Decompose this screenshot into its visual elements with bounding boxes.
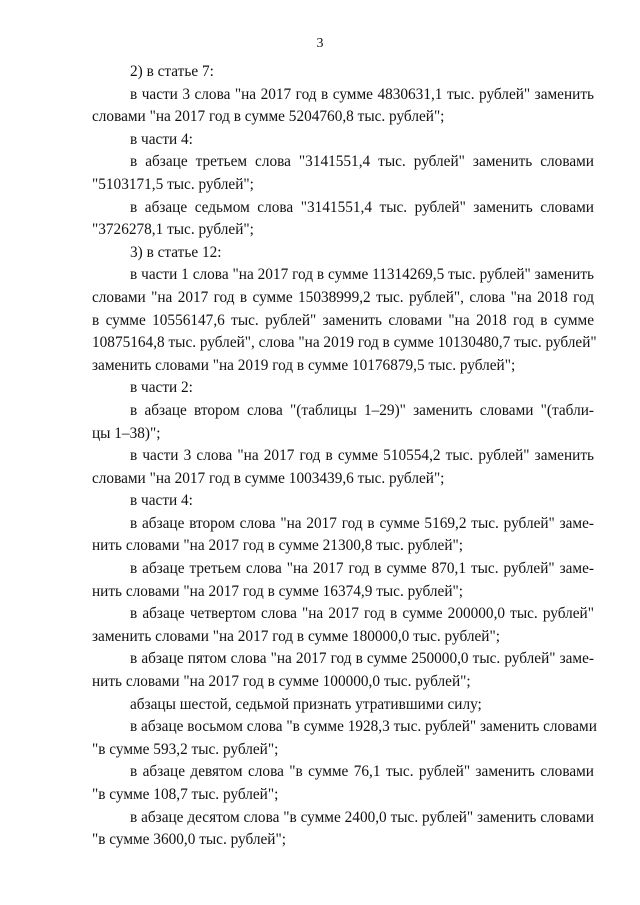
paragraph [92, 603, 594, 648]
paragraph [92, 61, 594, 84]
paragraph-line: цы 1–38)"; [92, 424, 161, 442]
paragraph [92, 445, 594, 490]
paragraph [92, 129, 594, 152]
paragraph-line: в абзаце десятом слова "в сумме 2400,0 тыс. рублей" заменить словами [130, 808, 594, 826]
paragraph-line: заменить словами "на 2017 год в сумме 180000,0 тыс. рублей"; [92, 627, 500, 645]
paragraph-line: в абзаце третьем слова "на 2017 год в сумме 870,1 тыс. рублей" заме- [130, 560, 594, 578]
paragraph-line: словами "на 2017 год в сумме 15038999,2 тыс. рублей", слова "на 2018 год [92, 288, 594, 306]
paragraph-line: "в сумме 3600,0 тыс. рублей"; [92, 831, 286, 849]
page-number: 3 [316, 36, 324, 51]
document-body [92, 61, 597, 852]
paragraph-line: в абзаце втором слова "(таблицы 1–29)" заменить словами "(табли- [130, 401, 594, 419]
paragraph [92, 716, 597, 761]
paragraph-line: заменить словами "на 2019 год в сумме 10176879,5 тыс. рублей"; [92, 356, 516, 374]
paragraph [92, 377, 594, 400]
paragraph-line: 3) в статье 12: [130, 243, 222, 261]
paragraph-line: в части 4: [130, 130, 193, 148]
paragraph-line: 2) в статье 7: [130, 63, 214, 80]
paragraph [92, 807, 594, 852]
paragraph [92, 558, 594, 603]
paragraph-line: в части 4: [130, 492, 193, 510]
paragraph [92, 197, 594, 242]
paragraph [92, 513, 594, 558]
paragraph-line: словами "на 2017 год в сумме 1003439,6 тыс. рублей"; [92, 469, 445, 487]
paragraph [92, 694, 594, 717]
paragraph-line: "3726278,1 тыс. рублей"; [92, 221, 254, 239]
paragraph-line: словами "на 2017 год в сумме 5204760,8 тыс. рублей"; [92, 108, 445, 126]
paragraph-line: 10875164,8 тыс. рублей", слова "на 2019 год в сумме 10130480,7 тыс. рублей" [92, 334, 597, 352]
paragraph-line: "в сумме 108,7 тыс. рублей"; [92, 786, 279, 803]
paragraph-line: в абзаце девятом слова "в сумме 76,1 тыс. рублей" заменить словами [130, 763, 594, 781]
paragraph-line: "5103171,5 тыс. рублей"; [92, 175, 254, 193]
paragraph-line: в абзаце восьмом слова "в сумме 1928,3 тыс. рублей" заменить словами [130, 718, 597, 736]
paragraph [92, 761, 594, 806]
paragraph [92, 151, 594, 196]
paragraph [92, 264, 597, 377]
paragraph-line: нить словами "на 2017 год в сумме 16374,9 тыс. рублей"; [92, 582, 463, 600]
paragraph-line: нить словами "на 2017 год в сумме 21300,8 тыс. рублей"; [92, 537, 463, 555]
paragraph-line: в сумме 10556147,6 тыс. рублей" заменить словами "на 2018 год в сумме [92, 311, 594, 329]
paragraph-line: в части 1 слова "на 2017 год в сумме 11314269,5 тыс. рублей" заменить [130, 266, 594, 284]
paragraph-line: в абзаце третьем слова "3141551,4 тыс. рублей" заменить словами [130, 153, 594, 171]
paragraph [92, 400, 594, 445]
paragraph-line: нить словами "на 2017 год в сумме 100000,0 тыс. рублей"; [92, 673, 471, 691]
paragraph [92, 648, 594, 693]
paragraph-line: в абзаце втором слова "на 2017 год в сумме 5169,2 тыс. рублей" заме- [130, 514, 594, 532]
paragraph-line: в абзаце седьмом слова "3141551,4 тыс. рублей" заменить словами [130, 198, 594, 216]
paragraph [92, 490, 594, 513]
paragraph-line: в части 3 слова "на 2017 год в сумме 4830631,1 тыс. рублей" заменить [130, 85, 594, 103]
paragraph-line: в части 3 слова "на 2017 год в сумме 510554,2 тыс. рублей" заменить [130, 447, 594, 465]
paragraph [92, 84, 594, 129]
paragraph [92, 242, 594, 265]
paragraph-line: в части 2: [130, 379, 193, 397]
paragraph-line: абзацы шестой, седьмой признать утратившими силу; [130, 695, 482, 713]
paragraph-line: "в сумме 593,2 тыс. рублей"; [92, 740, 279, 758]
paragraph-line: в абзаце четвертом слова "на 2017 год в сумме 200000,0 тыс. рублей" [130, 605, 594, 623]
paragraph-line: в абзаце пятом слова "на 2017 год в сумме 250000,0 тыс. рублей" заме- [130, 650, 594, 668]
